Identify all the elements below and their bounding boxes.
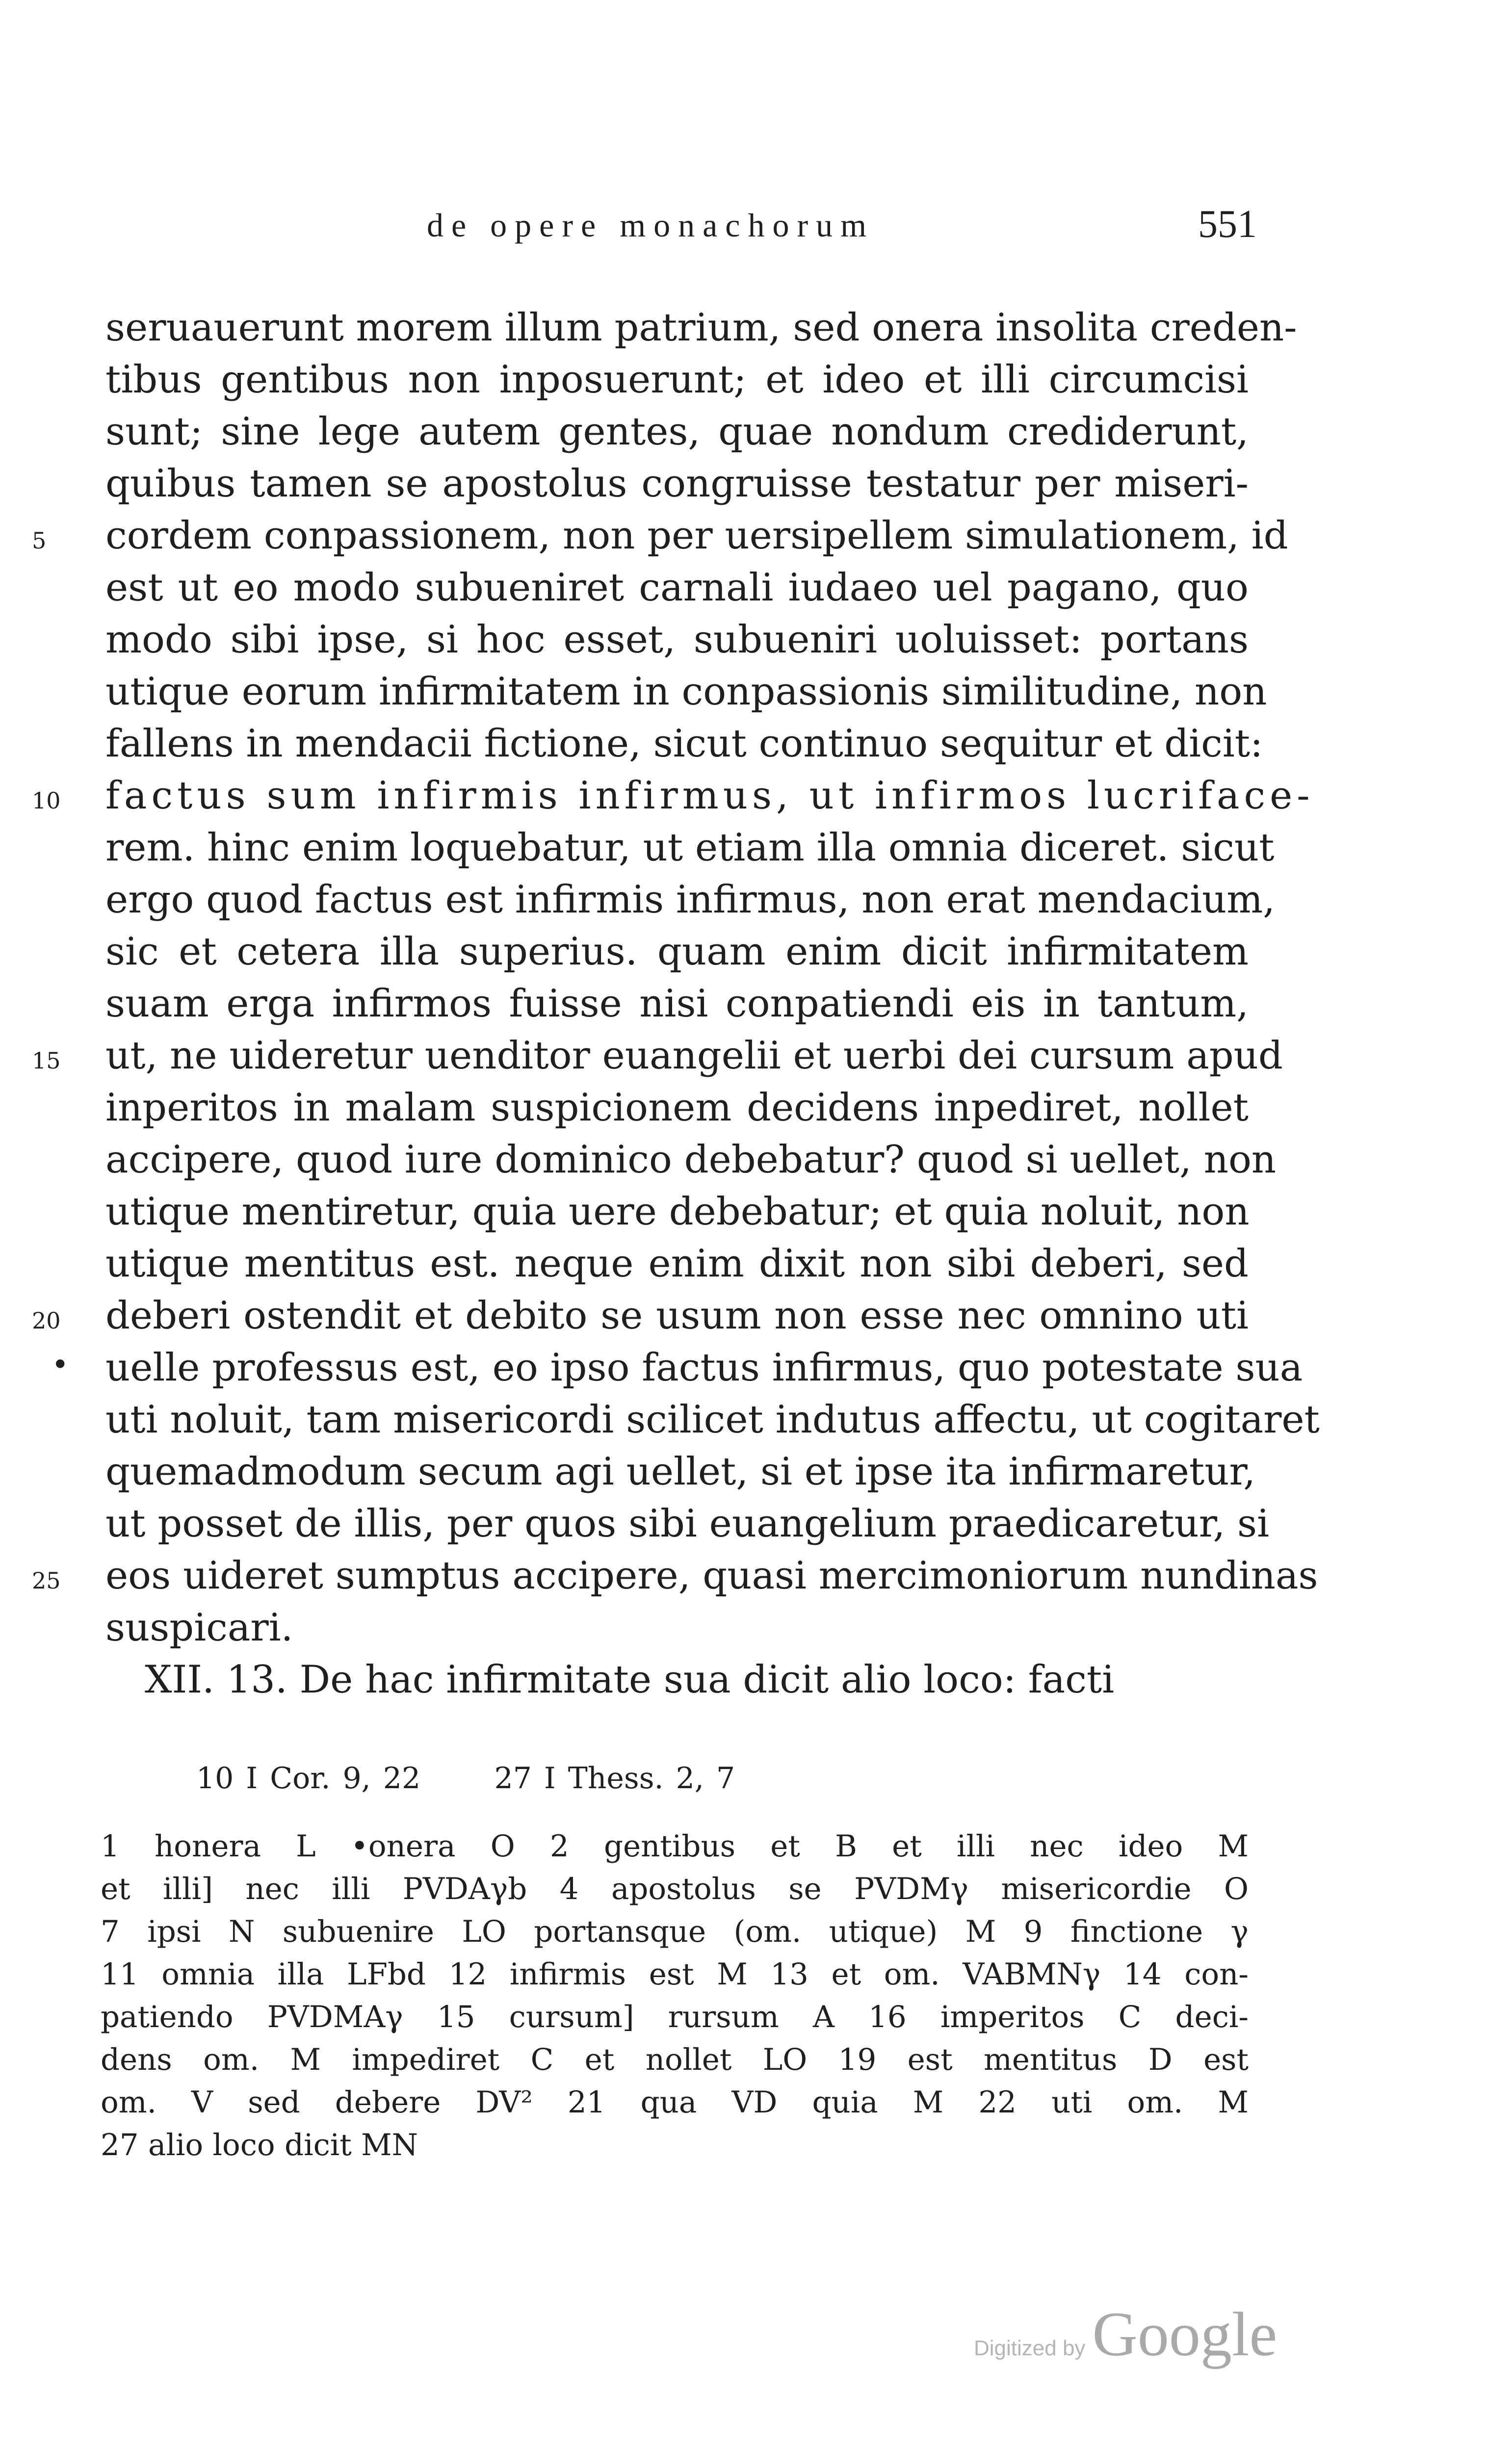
- apparatus-line: 11 omnia illa LFbd 12 infirmis est M 13 et om. VABMNγ 14 con-: [101, 1957, 1249, 1992]
- text-line: [105, 1082, 1249, 1134]
- line-text: eos uideret sumptus accipere, quasi mercimoniorum nundinas: [105, 1554, 1318, 1598]
- line-text: ut posset de illis, per quos sibi euangelium praedicaretur, si: [105, 1502, 1270, 1546]
- line-text: cordem conpassionem, non per uersipellem simulationem, id: [105, 514, 1288, 558]
- text-line: [32, 510, 1288, 562]
- text-line: [105, 1498, 1270, 1550]
- line-text: ut, ne uideretur uenditor euangelii et uerbi dei cursum apud: [105, 1034, 1283, 1078]
- text-line: [32, 1290, 1249, 1342]
- main-text: [32, 302, 1320, 1706]
- line-text: utique mentiretur, quia uere debebatur; et quia noluit, non: [105, 1190, 1250, 1234]
- text-line: [105, 666, 1267, 718]
- apparatus-line: 1 honera L •onera O 2 gentibus et B et illi nec ideo M: [101, 1829, 1249, 1864]
- line-text: seruauerunt morem illum patrium, sed onera insolita creden-: [105, 306, 1297, 350]
- line-text: suspicari.: [105, 1606, 293, 1650]
- line-text: sunt; sine lege autem gentes, quae nondum crediderunt,: [105, 410, 1249, 454]
- text-line: [105, 1654, 1249, 1706]
- watermark-prefix: Digitized by: [974, 2336, 1086, 2360]
- line-number: 15: [32, 1047, 61, 1074]
- line-text: est ut eo modo subueniret carnali iudaeo uel pagano, quo: [105, 566, 1249, 610]
- apparatus-line: et illi] nec illi PVDAγb 4 apostolus se PVDMγ misericordie O: [101, 1872, 1249, 1906]
- margin-mark: •: [52, 1348, 69, 1382]
- line-text: modo sibi ipse, si hoc esset, subueniri uoluisset: portans: [105, 618, 1249, 662]
- line-text: XII. 13. De hac infirmitate sua dicit alio loco: facti: [145, 1658, 1115, 1702]
- text-line: [105, 1186, 1249, 1238]
- text-line: [105, 1446, 1255, 1498]
- text-line: [105, 1394, 1320, 1446]
- line-text: deberi ostendit et debito se usum non esse nec omnino uti: [105, 1294, 1249, 1338]
- text-line: [105, 406, 1249, 458]
- text-line: [105, 458, 1249, 510]
- line-text: sic et cetera illa superius. quam enim dicit infirmitatem: [105, 930, 1249, 974]
- text-line: [105, 614, 1249, 666]
- line-number: 25: [32, 1567, 61, 1594]
- line-number: 5: [32, 527, 47, 554]
- page-number: 551: [1198, 203, 1257, 246]
- line-number: 20: [32, 1307, 61, 1334]
- text-line: [32, 770, 1314, 822]
- line-text: rem. hinc enim loquebatur, ut etiam illa omnia diceret. sicut: [105, 826, 1275, 870]
- line-text: ergo quod factus est infirmis infirmus, non erat mendacium,: [105, 878, 1276, 922]
- text-line: [105, 354, 1249, 406]
- google-logo: Google: [1092, 2299, 1277, 2369]
- line-text: fallens in mendacii fictione, sicut continuo sequitur et dicit:: [105, 722, 1263, 766]
- line-text: uelle professus est, eo ipso factus infirmus, quo potestate sua: [105, 1346, 1303, 1390]
- running-title: de opere monachorum: [427, 207, 874, 244]
- text-line: [52, 1342, 1303, 1394]
- text-line: [105, 822, 1275, 874]
- apparatus-line: dens om. M impediret C et nollet LO 19 est mentitus D est: [101, 2042, 1249, 2077]
- text-line: [105, 1134, 1277, 1186]
- line-number: 10: [32, 787, 61, 814]
- line-text: utique eorum infirmitatem in conpassionis similitudine, non: [105, 670, 1267, 714]
- line-text: tibus gentibus non inposuerunt; et ideo et illi circumcisi: [105, 358, 1249, 402]
- scripture-references: 10 I Cor. 9, 22 27 I Thess. 2, 7: [196, 1761, 735, 1796]
- critical-apparatus: [101, 1825, 1249, 2166]
- apparatus-line: 27 alio loco dicit MN: [101, 2128, 418, 2162]
- apparatus-line: om. V sed debere DV² 21 qua VD quia M 22 uti om. M: [101, 2085, 1249, 2120]
- line-text: suam erga infirmos fuisse nisi conpatiendi eis in tantum,: [105, 982, 1249, 1026]
- text-line: [105, 718, 1263, 770]
- apparatus-line: patiendo PVDMAγ 15 cursum] rursum A 16 imperitos C deci-: [101, 2000, 1249, 2034]
- text-line: [105, 874, 1276, 926]
- line-text: quibus tamen se apostolus congruisse testatur per miseri-: [105, 462, 1249, 506]
- digitized-watermark: [974, 2298, 1277, 2371]
- line-text: uti noluit, tam misericordi scilicet indutus affectu, ut cogitaret: [105, 1398, 1320, 1442]
- text-line: [32, 1550, 1318, 1602]
- line-text: factus sum infirmis infirmus, ut infirmos lucriface-: [105, 774, 1314, 818]
- line-text: inperitos in malam suspicionem decidens inpediret, nollet: [105, 1086, 1249, 1130]
- line-text: accipere, quod iure dominico debebatur? quod si uellet, non: [105, 1138, 1277, 1182]
- text-line: [32, 1030, 1283, 1082]
- apparatus-line: 7 ipsi N subuenire LO portansque (om. utique) M 9 finctione γ: [101, 1914, 1249, 1949]
- line-text: utique mentitus est. neque enim dixit non sibi deberi, sed: [105, 1242, 1249, 1286]
- line-text: quemadmodum secum agi uellet, si et ipse ita infirmaretur,: [105, 1450, 1255, 1494]
- text-line: [105, 978, 1249, 1030]
- text-line: [105, 302, 1297, 354]
- text-line: [105, 1238, 1249, 1290]
- text-line: [105, 1602, 1249, 1654]
- text-line: [105, 562, 1249, 614]
- text-line: [105, 926, 1249, 978]
